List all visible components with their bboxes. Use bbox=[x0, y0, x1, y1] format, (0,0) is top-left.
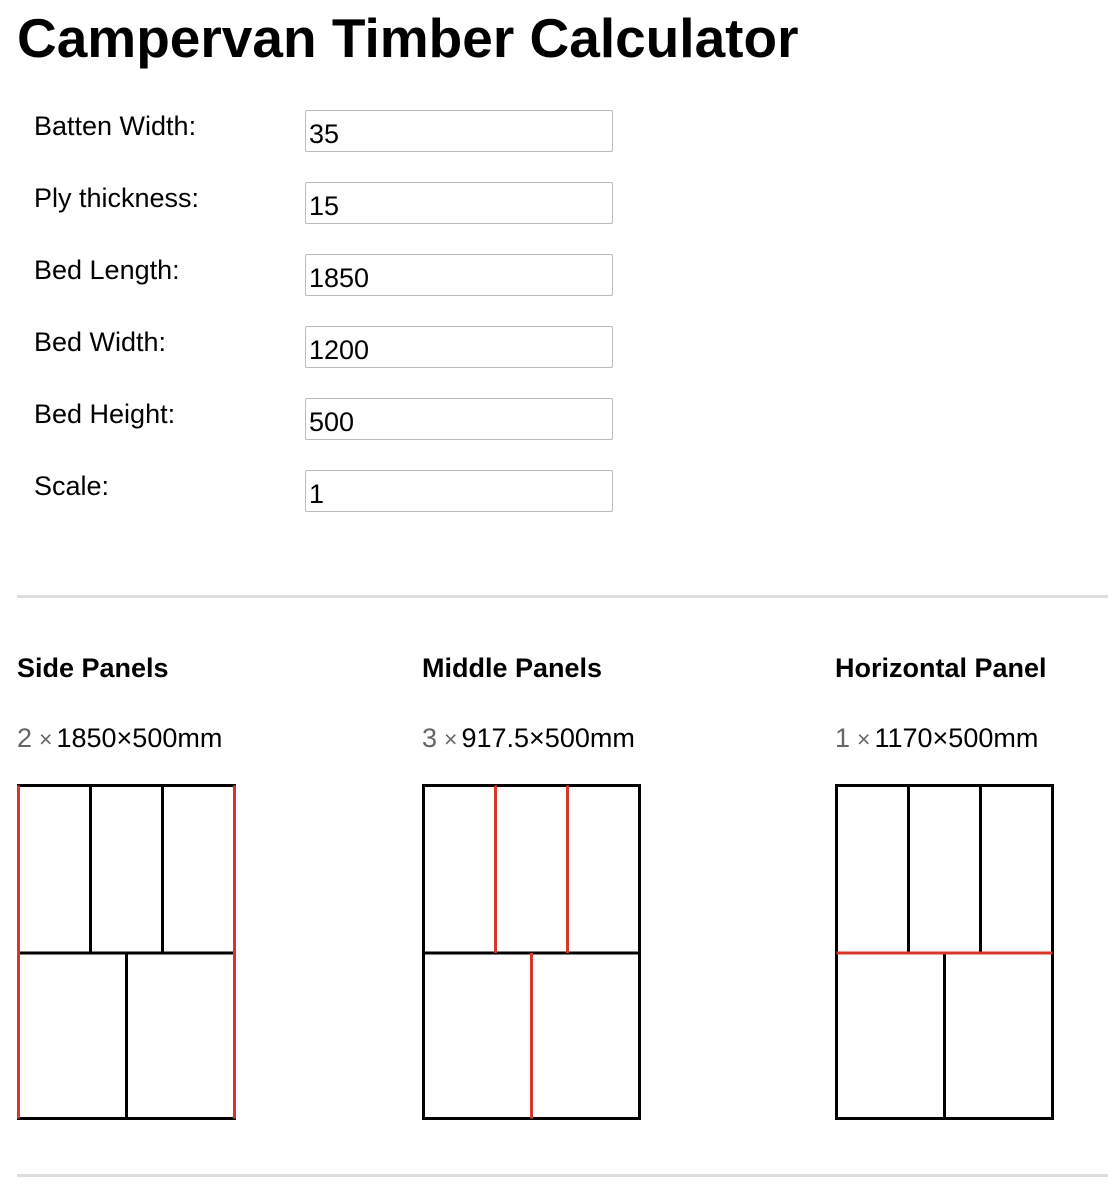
bed-length-input[interactable] bbox=[305, 254, 613, 296]
section-divider-top bbox=[17, 595, 1108, 598]
form-row-ply-thickness bbox=[34, 182, 634, 226]
side-panels-size: 1850×500mm bbox=[56, 723, 223, 753]
middle-panels-size: 917.5×500mm bbox=[461, 723, 635, 753]
ply-thickness-input[interactable] bbox=[305, 182, 613, 224]
times-sign: × bbox=[39, 726, 53, 752]
middle-panels-section bbox=[422, 650, 635, 753]
form-row-bed-length bbox=[34, 254, 634, 298]
horizontal-panel-section bbox=[835, 650, 1047, 753]
side-panels-quantity: 2 bbox=[17, 723, 33, 753]
form-row-batten-width bbox=[34, 110, 634, 154]
form-row-scale bbox=[34, 470, 634, 514]
side-panel-diagram bbox=[17, 784, 237, 1120]
horizontal-panel-quantity: 1 bbox=[835, 723, 851, 753]
horizontal-panel-heading: Horizontal Panel bbox=[835, 653, 1047, 683]
times-sign: × bbox=[444, 726, 458, 752]
horizontal-panel-dimensions bbox=[835, 722, 1038, 755]
page-title: Campervan Timber Calculator bbox=[17, 7, 799, 69]
horizontal-panel-size: 1170×500mm bbox=[874, 723, 1039, 753]
batten-width-input[interactable] bbox=[305, 110, 613, 152]
middle-panels-quantity: 3 bbox=[422, 723, 438, 753]
times-sign: × bbox=[857, 726, 871, 752]
middle-panel-diagram bbox=[422, 784, 642, 1120]
bed-length-label: Bed Length: bbox=[34, 255, 180, 285]
form-row-bed-height bbox=[34, 398, 634, 442]
form-row-bed-width bbox=[34, 326, 634, 370]
batten-width-label: Batten Width: bbox=[34, 111, 197, 141]
bed-height-input[interactable] bbox=[305, 398, 613, 440]
bed-width-label: Bed Width: bbox=[34, 327, 167, 357]
bed-width-input[interactable] bbox=[305, 326, 613, 368]
middle-panels-heading: Middle Panels bbox=[422, 653, 603, 683]
bed-height-label: Bed Height: bbox=[34, 399, 176, 429]
ply-thickness-label: Ply thickness: bbox=[34, 183, 200, 213]
section-divider-bottom bbox=[17, 1174, 1108, 1177]
scale-input[interactable] bbox=[305, 470, 613, 512]
side-panels-heading: Side Panels bbox=[17, 653, 169, 683]
side-panels-dimensions bbox=[17, 722, 222, 755]
scale-label: Scale: bbox=[34, 471, 110, 501]
horizontal-panel-diagram bbox=[835, 784, 1055, 1120]
middle-panels-dimensions bbox=[422, 722, 635, 755]
side-panels-section bbox=[17, 650, 223, 753]
